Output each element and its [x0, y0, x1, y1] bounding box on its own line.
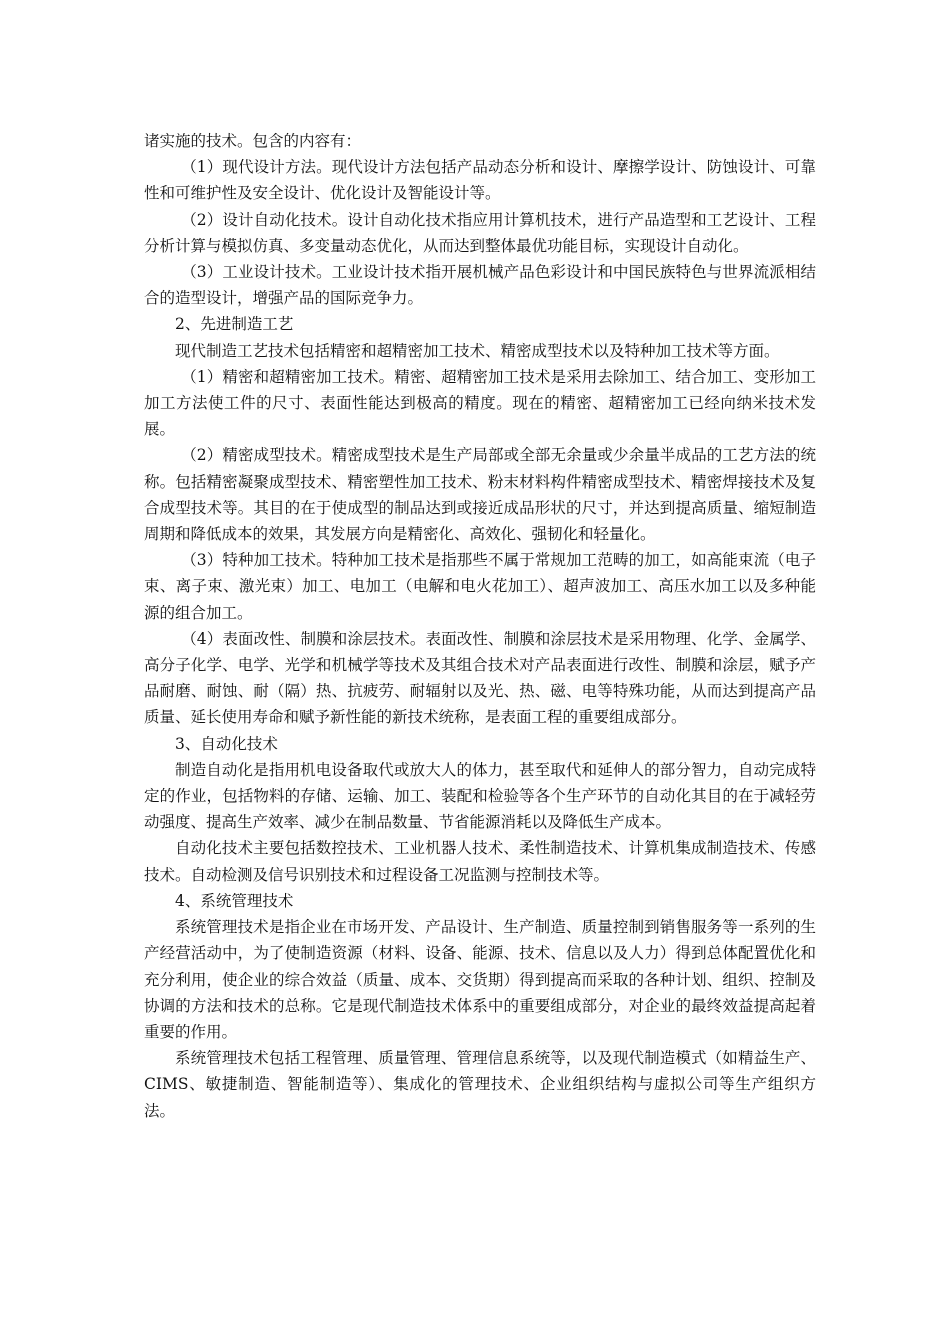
- paragraph-manufacturing-automation: 制造自动化是指用机电设备取代或放大人的体力，甚至取代和延伸人的部分智力，自动完成特定的作业，包括物料的存储、运输、加工、装配和检验等各个生产环节的自动化其目的在于减轻劳动强度、提高生产效率、减少在制品数量、节省能源消耗以及降低生产成本。: [144, 760, 816, 832]
- document-body: [144, 128, 816, 1124]
- paragraph-precision-machining: （1）精密和超精密加工技术。精密、超精密加工技术是采用去除加工、结合加工、变形加工加工方法使工件的尺寸、表面性能达到极高的精度。现在的精密、超精密加工已经向纳米技术发展。: [144, 367, 816, 439]
- paragraph-intro-continuation: 诸实施的技术。包含的内容有：: [144, 132, 362, 150]
- paragraph-automation-technologies: 自动化技术主要包括数控技术、工业机器人技术、柔性制造技术、计算机集成制造技术、传感技术。自动检测及信号识别技术和过程设备工况监测与控制技术等。: [144, 839, 816, 884]
- paragraph-special-machining: （3）特种加工技术。特种加工技术是指那些不属于常规加工范畴的加工，如高能束流（电子束、离子束、激光束）加工、电加工（电解和电火花加工）、超声波加工、高压水加工以及多种能源的组合加工。: [144, 551, 816, 622]
- section-heading-system-management: 4、系统管理技术: [175, 891, 294, 910]
- paragraph-system-management-definition: 系统管理技术是指企业在市场开发、产品设计、生产制造、质量控制到销售服务等一系列的生产经营活动中，为了使制造资源（材料、设备、能源、技术、信息以及人力）得到总体配置优化和充分利用，使企业的综合效益（质量、成本、交货期）得到提高而采取的各种计划、组织、控制及协调的方法和技术的总称。它是现代制造技术体系中的重要组成部分，对企业的最终效益提高起着重要的作用。: [144, 918, 816, 1041]
- paragraph-precision-forming: （2）精密成型技术。精密成型技术是生产局部或全部无余量或少余量半成品的工艺方法的统称。包括精密凝聚成型技术、精密塑性加工技术、粉末材料构件精密成型技术、精密焊接技术及复合成型技术等。其目的在于使成型的制品达到或接近成品形状的尺寸，并达到提高质量、缩短制造周期和降低成本的效果，其发展方向是精密化、高效化、强韧化和轻量化。: [144, 446, 816, 544]
- section-heading-automation: 3、自动化技术: [175, 734, 278, 753]
- paragraph-design-automation: （2）设计自动化技术。设计自动化技术指应用计算机技术，进行产品造型和工艺设计、工程分析计算与模拟仿真、多变量动态优化，从而达到整体最优功能目标，实现设计自动化。: [144, 210, 816, 255]
- section-heading-advanced-process: 2、先进制造工艺: [175, 315, 294, 334]
- paragraph-process-overview: 现代制造工艺技术包括精密和超精密加工技术、精密成型技术以及特种加工技术等方面。: [175, 341, 780, 360]
- paragraph-system-management-scope: 系统管理技术包括工程管理、质量管理、管理信息系统等，以及现代制造模式（如精益生产、CIMS、敏捷制造、智能制造等）、集成化的管理技术、企业组织结构与虚拟公司等生产组织方法。: [144, 1049, 816, 1120]
- paragraph-surface-modification: （4）表面改性、制膜和涂层技术。表面改性、制膜和涂层技术是采用物理、化学、金属学、高分子化学、电学、光学和机械学等技术及其组合技术对产品表面进行改性、制膜和涂层，赋予产品耐磨、耐蚀、耐（隔）热、抗疲劳、耐辐射以及光、热、磁、电等特殊功能，从而达到提高产品质量、延长使用寿命和赋予新性能的新技术统称，是表面工程的重要组成部分。: [144, 629, 816, 727]
- paragraph-modern-design-methods: （1）现代设计方法。现代设计方法包括产品动态分析和设计、摩擦学设计、防蚀设计、可靠性和可维护性及安全设计、优化设计及智能设计等。: [144, 158, 816, 203]
- paragraph-industrial-design: （3）工业设计技术。工业设计技术指开展机械产品色彩设计和中国民族特色与世界流派相结合的造型设计，增强产品的国际竞争力。: [144, 263, 816, 308]
